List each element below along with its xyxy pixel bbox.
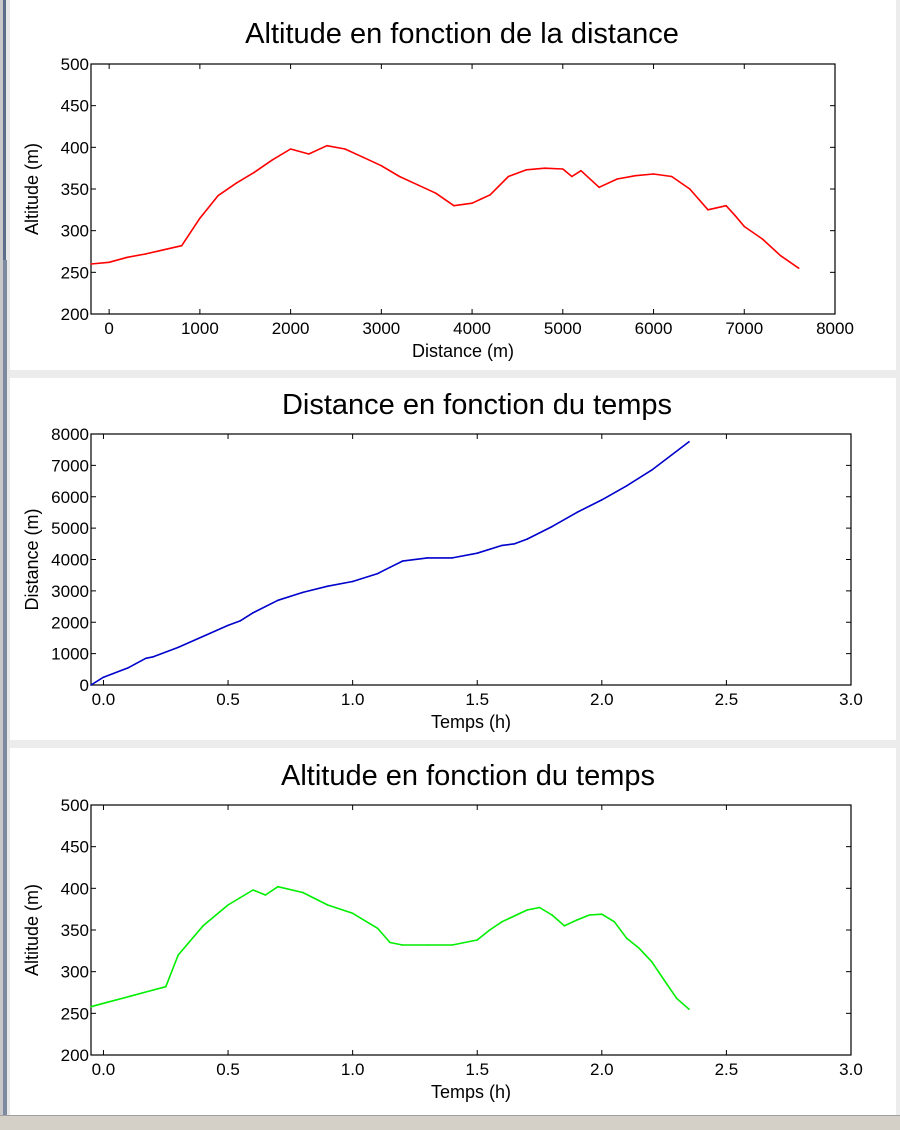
data-point (377, 928, 379, 930)
data-point (725, 205, 727, 207)
data-point (128, 996, 130, 998)
data-point (227, 625, 229, 627)
data-point (90, 684, 92, 686)
data-point (145, 253, 147, 255)
chart-altitude-distance (10, 0, 896, 370)
data-point (352, 581, 354, 583)
data-point (302, 592, 304, 594)
data-point (254, 172, 256, 174)
data-point (277, 886, 279, 888)
data-point (165, 986, 167, 988)
data-point (651, 469, 653, 471)
x-tick-label: 7000 (725, 319, 764, 338)
x-tick-label: 1.0 (340, 690, 365, 709)
x-axis-label: Temps (h) (430, 712, 512, 732)
x-tick-label: 2000 (271, 319, 310, 338)
y-tick-label: 5000 (51, 519, 89, 539)
data-point (762, 238, 764, 240)
data-point (181, 245, 183, 247)
data-point (480, 198, 482, 200)
series-line (91, 887, 689, 1010)
data-point (526, 538, 528, 540)
data-point (562, 168, 564, 170)
chart-panel-3 (10, 748, 896, 1115)
data-point (103, 676, 105, 678)
y-tick-label: 7000 (51, 456, 89, 476)
x-tick-label: 3000 (362, 319, 401, 338)
y-axis-label: Altitude (m) (22, 142, 42, 236)
y-tick-label: 2000 (51, 613, 89, 633)
data-point (501, 921, 503, 923)
data-point (199, 217, 201, 219)
data-point (377, 573, 379, 575)
data-point (638, 948, 640, 950)
data-point (103, 1003, 105, 1005)
data-point (489, 929, 491, 931)
data-point (626, 485, 628, 487)
x-tick-label: 3.0 (839, 1060, 863, 1079)
data-point (551, 914, 553, 916)
y-tick-label: 250 (60, 1004, 89, 1024)
data-point (598, 187, 600, 189)
data-point (427, 944, 429, 946)
data-point (326, 145, 328, 147)
data-point (571, 176, 573, 178)
y-tick-label: 350 (60, 921, 89, 940)
data-point (427, 557, 429, 559)
data-point (576, 512, 578, 514)
data-point (402, 944, 404, 946)
data-point (308, 153, 310, 155)
y-tick-label: 400 (60, 879, 89, 899)
x-tick-label: 0.0 (91, 1060, 116, 1079)
y-tick-label: 250 (60, 263, 89, 283)
data-point (676, 998, 678, 1000)
data-point (277, 599, 279, 601)
data-point (302, 892, 304, 894)
data-point (589, 914, 591, 916)
y-tick-label: 300 (60, 221, 89, 241)
data-point (471, 202, 473, 204)
y-axis-label: Distance (m) (22, 508, 42, 611)
data-point (272, 159, 274, 161)
data-point (202, 636, 204, 638)
x-tick-label: 4000 (453, 319, 491, 338)
status-strip (0, 1115, 900, 1130)
data-point (227, 904, 229, 906)
x-tick-label: 1000 (180, 319, 219, 338)
x-tick-label: 0.0 (91, 690, 116, 709)
data-point (290, 148, 292, 150)
y-tick-label: 200 (60, 305, 89, 324)
data-point (626, 938, 628, 940)
data-point (108, 262, 110, 264)
data-point (389, 567, 391, 569)
data-point (551, 526, 553, 528)
x-tick-label: 0.5 (216, 1060, 240, 1079)
data-point (344, 148, 346, 150)
data-point (389, 942, 391, 944)
data-point (489, 194, 491, 196)
data-point (476, 939, 478, 941)
data-point (152, 656, 154, 658)
data-point (476, 552, 478, 554)
x-tick-label: 1.5 (465, 690, 490, 709)
data-point (613, 921, 615, 923)
window-right-border (896, 0, 900, 1129)
data-point (235, 182, 237, 184)
x-tick-label: 5000 (543, 319, 582, 338)
data-point (663, 979, 665, 981)
data-point (217, 195, 219, 197)
plot-frame (91, 64, 835, 314)
data-point (601, 499, 603, 501)
y-tick-label: 8000 (51, 425, 89, 444)
data-point (381, 165, 383, 167)
chart-panel-2 (10, 378, 896, 740)
plot-frame (91, 434, 851, 685)
data-point (352, 913, 354, 915)
x-axis-label: Distance (m) (411, 341, 515, 361)
data-point (327, 904, 329, 906)
data-point (526, 909, 528, 911)
data-point (128, 667, 130, 669)
y-tick-label: 6000 (51, 487, 89, 507)
data-point (798, 267, 800, 269)
x-tick-label: 2.5 (714, 1060, 739, 1079)
data-point (145, 658, 147, 660)
window-left-border (0, 0, 10, 1129)
plot-frame (91, 805, 851, 1055)
chart-title: Distance en fonction du temps (281, 389, 673, 421)
data-point (327, 585, 329, 587)
data-point (688, 1008, 690, 1010)
panel-separator (10, 740, 896, 748)
x-tick-label: 0.5 (216, 690, 240, 709)
data-point (90, 263, 92, 265)
data-point (688, 441, 690, 443)
chart-distance-temps (10, 378, 896, 740)
data-point (126, 257, 128, 259)
y-tick-label: 200 (60, 1046, 89, 1065)
x-tick-label: 2.0 (589, 690, 614, 709)
data-point (734, 215, 736, 217)
data-point (689, 188, 691, 190)
y-tick-label: 4000 (51, 550, 89, 570)
data-point (780, 255, 782, 257)
data-point (452, 557, 454, 559)
data-point (90, 1006, 92, 1008)
data-point (177, 647, 179, 649)
x-tick-label: 1.0 (340, 1060, 365, 1079)
y-tick-label: 3000 (51, 581, 89, 601)
data-point (601, 913, 603, 915)
y-tick-label: 0 (79, 676, 89, 695)
x-tick-label: 6000 (634, 319, 673, 338)
data-point (653, 173, 655, 175)
data-point (402, 560, 404, 562)
chart-title: Altitude en fonction du temps (280, 760, 656, 792)
data-point (707, 209, 709, 211)
left-scroll-edge (3, 260, 7, 1120)
series-line (91, 146, 799, 269)
y-tick-label: 1000 (51, 644, 89, 664)
y-tick-label: 450 (60, 96, 89, 116)
data-point (417, 184, 419, 186)
data-point (526, 169, 528, 171)
data-point (177, 954, 179, 956)
chart-panel-1 (10, 0, 896, 370)
data-point (399, 176, 401, 178)
data-point (252, 889, 254, 891)
x-tick-label: 0 (104, 319, 114, 338)
panel-separator (10, 370, 896, 378)
y-tick-label: 500 (60, 796, 89, 815)
data-point (501, 545, 503, 547)
data-point (202, 925, 204, 927)
data-point (265, 894, 267, 896)
y-tick-label: 400 (60, 138, 89, 158)
data-point (580, 170, 582, 172)
data-point (671, 176, 673, 178)
data-point (539, 907, 541, 909)
data-point (544, 167, 546, 169)
y-tick-label: 450 (60, 837, 89, 857)
chart-title: Altitude en fonction de la distance (245, 18, 679, 50)
x-tick-label: 2.0 (589, 1060, 614, 1079)
data-point (240, 620, 242, 622)
x-axis-label: Temps (h) (430, 1082, 512, 1102)
y-tick-label: 500 (60, 55, 89, 74)
data-point (635, 175, 637, 177)
data-point (651, 961, 653, 963)
series-line (91, 442, 689, 685)
data-point (252, 612, 254, 614)
y-axis-label: Altitude (m) (22, 883, 42, 977)
x-tick-label: 3.0 (839, 690, 863, 709)
y-tick-label: 350 (60, 180, 89, 199)
data-point (452, 944, 454, 946)
data-point (152, 989, 154, 991)
data-point (163, 249, 165, 251)
x-tick-label: 8000 (816, 319, 854, 338)
data-point (453, 205, 455, 207)
chart-altitude-temps (10, 748, 896, 1115)
data-point (576, 919, 578, 921)
data-point (514, 543, 516, 545)
data-point (362, 157, 364, 159)
y-tick-label: 300 (60, 962, 89, 982)
data-point (435, 192, 437, 194)
data-point (564, 925, 566, 927)
x-tick-label: 1.5 (465, 1060, 490, 1079)
data-point (743, 226, 745, 228)
x-tick-label: 2.5 (714, 690, 739, 709)
data-point (508, 176, 510, 178)
data-point (616, 178, 618, 180)
